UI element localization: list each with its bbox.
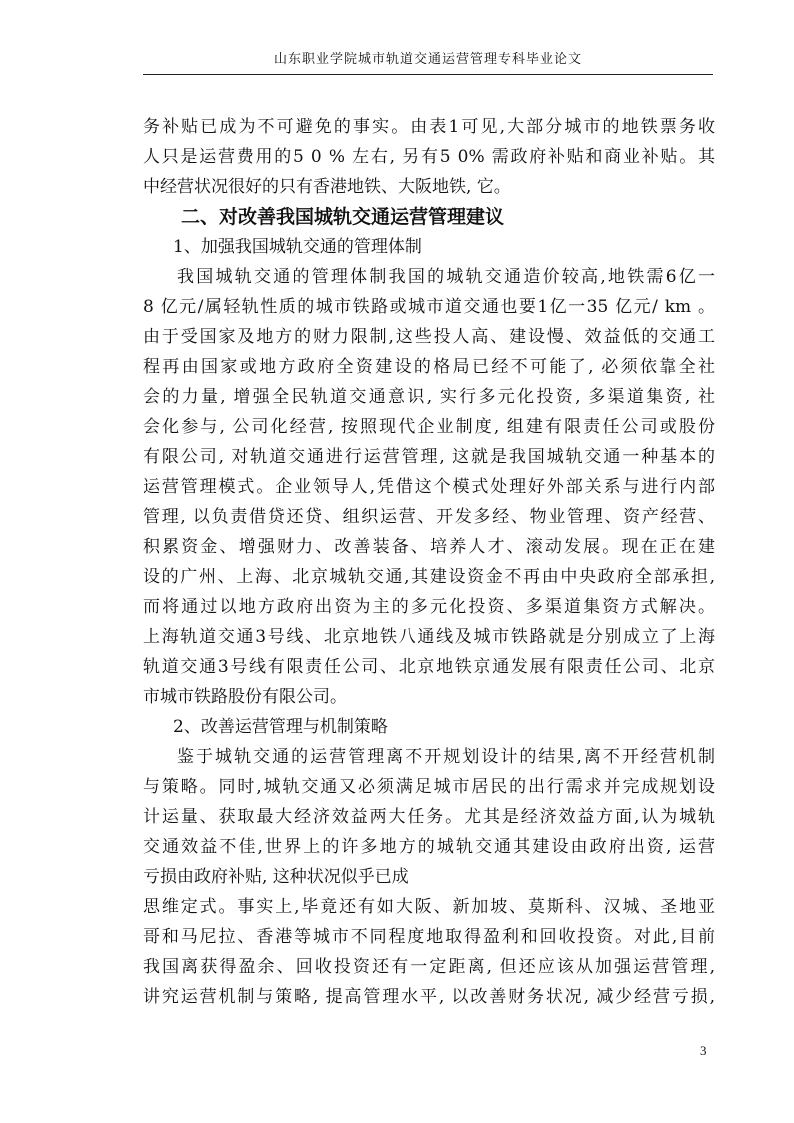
subsection-heading: 1、加强我国城轨交通的管理体制	[173, 237, 422, 257]
body-text-line: 中经营状况很好的只有香港地铁、大阪地铁, 它。	[143, 177, 511, 197]
body-text-line: 8 亿元/属轻轨性质的城市铁路或城市道交通也要1亿一35 亿元/ km 。	[143, 297, 715, 317]
body-text-line: 交通效益不佳,世界上的许多地方的城轨交通其建设由政府出资, 运营	[143, 837, 715, 857]
body-text-line: 设的广州、上海、北京城轨交通,其建设资金不再由中央政府全部承担,	[143, 567, 715, 587]
document-body	[143, 112, 715, 1012]
body-text-line: 而将通过以地方政府出资为主的多元化投资、多渠道集资方式解决。	[143, 597, 715, 617]
body-text-line: 运营管理模式。企业领导人,凭借这个模式处理好外部关系与进行内部	[143, 477, 715, 497]
body-text-line: 思维定式。事实上,毕竟还有如大阪、新加坡、莫斯科、汉城、圣地亚	[143, 897, 715, 917]
body-text-line: 与策略。同时,城轨交通又必须满足城市居民的出行需求并完成规划设	[143, 777, 715, 797]
body-text-line: 哥和马尼拉、香港等城市不同程度地取得盈利和回收投资。对此,目前	[143, 927, 715, 947]
body-text-line: 上海轨道交通3号线、北京地铁八通线及城市铁路就是分别成立了上海	[143, 627, 715, 647]
subsection-heading: 2、改善运营管理与机制策略	[173, 717, 388, 737]
body-text-line: 会的力量, 增强全民轨道交通意识, 实行多元化投资, 多渠道集资, 社	[143, 387, 715, 407]
body-text-line: 讲究运营机制与策略, 提高管理水平, 以改善财务状况, 减少经营亏损,	[143, 987, 715, 1007]
body-text-line: 有限公司, 对轨道交通进行运营管理, 这就是我国城轨交通一种基本的	[143, 447, 715, 467]
body-text-line: 管理, 以负责借贷还贷、组织运营、开发多经、物业管理、资产经营、	[143, 507, 715, 527]
body-text-line: 积累资金、增强财力、改善装备、培养人才、滚动发展。现在正在建	[143, 537, 715, 557]
body-text-line: 程再由国家或地方政府全资建设的格局已经不可能了, 必须依靠全社	[143, 357, 715, 377]
body-text-line: 市城市铁路股份有限公司。	[143, 687, 347, 707]
page-header	[143, 50, 713, 75]
section-heading: 二、对改善我国城轨交通运营管理建议	[181, 206, 505, 228]
page-number: 3	[700, 1043, 707, 1058]
body-text-line: 由于受国家及地方的财力限制,这些投人高、建设慢、效益低的交通工	[143, 327, 715, 347]
body-text-line: 我国城轨交通的管理体制我国的城轨交通造价较高,地铁需6亿一	[177, 267, 715, 287]
body-text-line: 轨道交通3号线有限责任公司、北京地铁京通发展有限责任公司、北京	[143, 657, 715, 677]
header-title: 山东职业学院城市轨道交通运营管理专科毕业论文	[273, 52, 582, 67]
body-text-line: 务补贴已成为不可避免的事实。由表1可见,大部分城市的地铁票务收	[143, 117, 715, 137]
body-text-line: 会化参与, 公司化经营, 按照现代企业制度, 组建有限责任公司或股份	[143, 417, 715, 437]
body-text-line: 计运量、获取最大经济效益两大任务。尤其是经济效益方面,认为城轨	[143, 807, 715, 827]
body-text-line: 鉴于城轨交通的运营管理离不开规划设计的结果,离不开经营机制	[177, 747, 715, 767]
body-text-line: 亏损由政府补贴, 这种状况似乎已成	[143, 867, 409, 887]
body-text-line: 我国离获得盈余、回收投资还有一定距离, 但还应该从加强运营管理,	[143, 957, 715, 977]
body-text-line: 人只是运营费用的5 0 % 左右, 另有5 0% 需政府补贴和商业补贴。其	[143, 147, 715, 167]
